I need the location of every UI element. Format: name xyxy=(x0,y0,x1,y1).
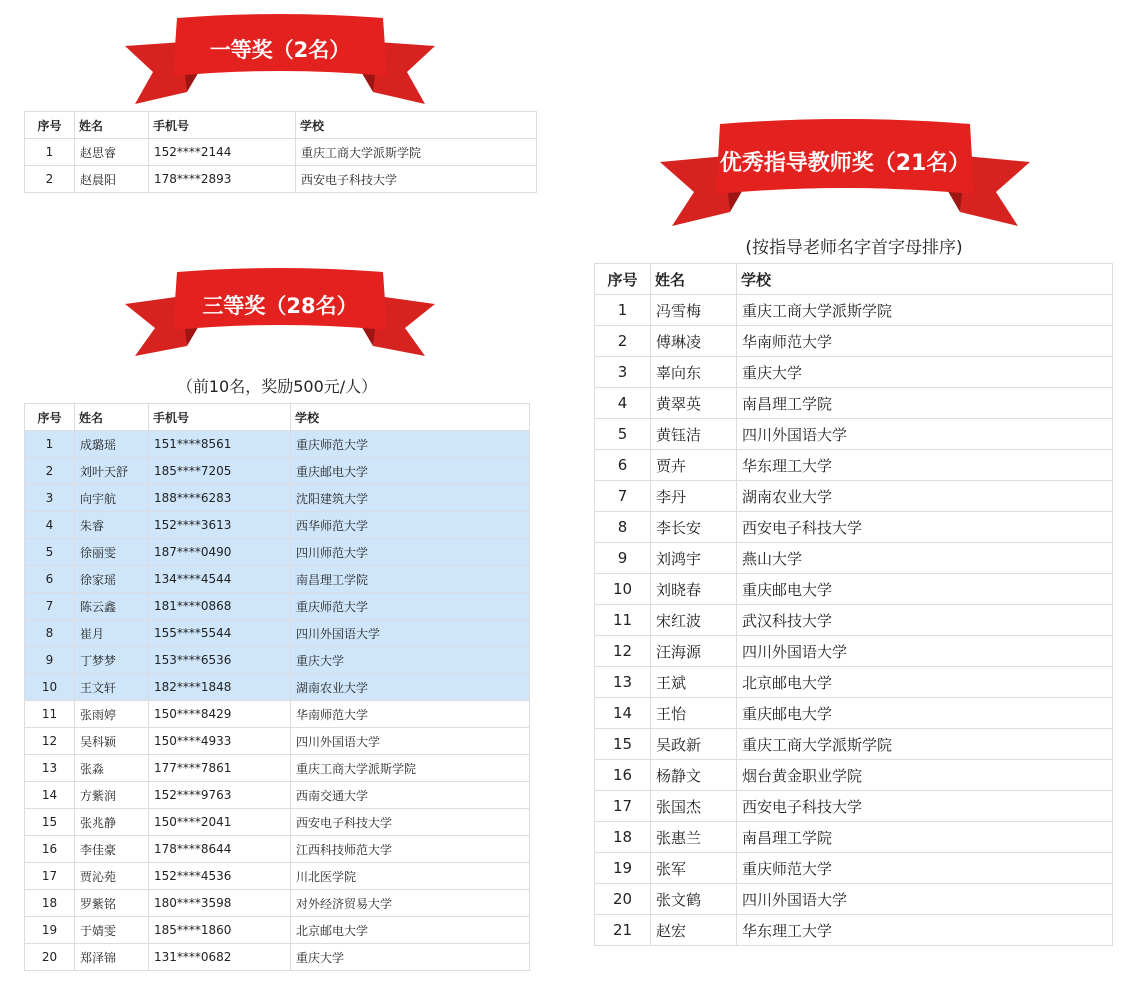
cell-phone: 153****6536 xyxy=(149,647,291,674)
table-row xyxy=(595,636,1113,667)
cell-school: 重庆师范大学 xyxy=(291,431,530,458)
cell-name: 陈云鑫 xyxy=(75,593,149,620)
cell-index: 20 xyxy=(25,944,75,971)
table-header-row xyxy=(595,264,1113,295)
cell-index: 16 xyxy=(25,836,75,863)
third-prize-subtitle: （前10名，奖励500元/人） xyxy=(176,377,378,396)
cell-phone: 152****9763 xyxy=(149,782,291,809)
table-row xyxy=(25,755,530,782)
cell-name: 杨静文 xyxy=(651,760,737,791)
cell-school: 川北医学院 xyxy=(291,863,530,890)
table-row xyxy=(25,139,537,166)
cell-name: 于婧雯 xyxy=(75,917,149,944)
table-row xyxy=(25,539,530,566)
cell-name: 刘晓春 xyxy=(651,574,737,605)
table-row xyxy=(25,863,530,890)
cell-name: 王文轩 xyxy=(75,674,149,701)
table-row xyxy=(595,295,1113,326)
cell-school: 重庆大学 xyxy=(291,647,530,674)
cell-school: 南昌理工学院 xyxy=(737,822,1113,853)
cell-name: 徐家瑶 xyxy=(75,566,149,593)
cell-school: 烟台黄金职业学院 xyxy=(737,760,1113,791)
cell-name: 黄翠英 xyxy=(651,388,737,419)
cell-school: 对外经济贸易大学 xyxy=(291,890,530,917)
cell-phone: 180****3598 xyxy=(149,890,291,917)
cell-name: 张兆静 xyxy=(75,809,149,836)
cell-phone: 182****1848 xyxy=(149,674,291,701)
first-prize-title: 一等奖（2名） xyxy=(209,38,351,62)
table-row xyxy=(595,543,1113,574)
table-row xyxy=(595,512,1113,543)
header-school: 学校 xyxy=(291,404,530,431)
table-row xyxy=(25,166,537,193)
table-row xyxy=(25,917,530,944)
cell-index: 17 xyxy=(25,863,75,890)
cell-phone: 150****4933 xyxy=(149,728,291,755)
cell-index: 12 xyxy=(25,728,75,755)
cell-phone: 185****1860 xyxy=(149,917,291,944)
cell-name: 刘鸿宇 xyxy=(651,543,737,574)
cell-school: 西安电子科技大学 xyxy=(296,166,537,193)
cell-school: 重庆邮电大学 xyxy=(737,698,1113,729)
table-row xyxy=(25,458,530,485)
cell-name: 赵晨阳 xyxy=(75,166,149,193)
cell-name: 崔月 xyxy=(75,620,149,647)
cell-index: 20 xyxy=(595,884,651,915)
cell-name: 郑泽锦 xyxy=(75,944,149,971)
cell-index: 8 xyxy=(595,512,651,543)
cell-school: 西南交通大学 xyxy=(291,782,530,809)
table-row xyxy=(595,729,1113,760)
table-row xyxy=(595,357,1113,388)
cell-index: 14 xyxy=(595,698,651,729)
cell-school: 江西科技师范大学 xyxy=(291,836,530,863)
cell-index: 19 xyxy=(595,853,651,884)
header-phone: 手机号 xyxy=(149,404,291,431)
table-row xyxy=(25,836,530,863)
cell-school: 西安电子科技大学 xyxy=(737,791,1113,822)
cell-name: 朱睿 xyxy=(75,512,149,539)
cell-index: 19 xyxy=(25,917,75,944)
cell-index: 11 xyxy=(25,701,75,728)
cell-school: 重庆师范大学 xyxy=(737,853,1113,884)
table-row xyxy=(595,791,1113,822)
cell-name: 宋红波 xyxy=(651,605,737,636)
cell-index: 2 xyxy=(25,458,75,485)
table-row xyxy=(595,605,1113,636)
cell-index: 10 xyxy=(25,674,75,701)
table-row xyxy=(595,760,1113,791)
header-name: 姓名 xyxy=(651,264,737,295)
table-row xyxy=(25,809,530,836)
cell-name: 向宇航 xyxy=(75,485,149,512)
table-row xyxy=(595,481,1113,512)
cell-phone: 188****6283 xyxy=(149,485,291,512)
cell-school: 四川师范大学 xyxy=(291,539,530,566)
cell-school: 重庆师范大学 xyxy=(291,593,530,620)
cell-index: 16 xyxy=(595,760,651,791)
table-row xyxy=(595,419,1113,450)
table-row xyxy=(595,667,1113,698)
table-row xyxy=(595,388,1113,419)
header-index: 序号 xyxy=(25,404,75,431)
cell-name: 贾卉 xyxy=(651,450,737,481)
cell-phone: 187****0490 xyxy=(149,539,291,566)
cell-school: 华东理工大学 xyxy=(737,450,1113,481)
cell-phone: 185****7205 xyxy=(149,458,291,485)
cell-index: 9 xyxy=(25,647,75,674)
teacher-award-subtitle: (按指导老师名字首字母排序) xyxy=(745,238,963,258)
cell-name: 方紫润 xyxy=(75,782,149,809)
cell-index: 7 xyxy=(595,481,651,512)
cell-index: 5 xyxy=(595,419,651,450)
cell-school: 华南师范大学 xyxy=(737,326,1113,357)
cell-phone: 178****8644 xyxy=(149,836,291,863)
cell-school: 燕山大学 xyxy=(737,543,1113,574)
table-row xyxy=(25,728,530,755)
cell-index: 3 xyxy=(25,485,75,512)
header-index: 序号 xyxy=(25,112,75,139)
cell-phone: 152****4536 xyxy=(149,863,291,890)
cell-name: 辜向东 xyxy=(651,357,737,388)
cell-school: 四川外国语大学 xyxy=(737,636,1113,667)
cell-name: 张军 xyxy=(651,853,737,884)
cell-name: 徐丽雯 xyxy=(75,539,149,566)
cell-index: 14 xyxy=(25,782,75,809)
table-row xyxy=(595,853,1113,884)
cell-name: 李长安 xyxy=(651,512,737,543)
first-prize-table xyxy=(24,111,537,193)
cell-name: 李丹 xyxy=(651,481,737,512)
cell-name: 汪海源 xyxy=(651,636,737,667)
cell-phone: 151****8561 xyxy=(149,431,291,458)
cell-school: 四川外国语大学 xyxy=(291,620,530,647)
table-row xyxy=(25,647,530,674)
cell-school: 南昌理工学院 xyxy=(291,566,530,593)
table-row xyxy=(595,915,1113,946)
cell-phone: 134****4544 xyxy=(149,566,291,593)
cell-school: 重庆大学 xyxy=(737,357,1113,388)
cell-school: 华东理工大学 xyxy=(737,915,1113,946)
cell-school: 重庆邮电大学 xyxy=(291,458,530,485)
cell-name: 王怡 xyxy=(651,698,737,729)
table-row xyxy=(25,512,530,539)
cell-name: 黄钰洁 xyxy=(651,419,737,450)
cell-index: 13 xyxy=(25,755,75,782)
cell-school: 四川外国语大学 xyxy=(737,884,1113,915)
table-row xyxy=(595,698,1113,729)
cell-index: 3 xyxy=(595,357,651,388)
third-prize-table xyxy=(24,403,530,971)
teacher-award-title: 优秀指导教师奖（21名） xyxy=(719,151,971,176)
cell-index: 8 xyxy=(25,620,75,647)
cell-school: 北京邮电大学 xyxy=(737,667,1113,698)
table-row xyxy=(25,944,530,971)
table-row xyxy=(595,822,1113,853)
cell-phone: 178****2893 xyxy=(149,166,296,193)
cell-name: 吴政新 xyxy=(651,729,737,760)
cell-index: 12 xyxy=(595,636,651,667)
table-row xyxy=(25,890,530,917)
table-row xyxy=(25,485,530,512)
cell-index: 6 xyxy=(25,566,75,593)
cell-index: 10 xyxy=(595,574,651,605)
cell-index: 11 xyxy=(595,605,651,636)
cell-name: 刘叶天舒 xyxy=(75,458,149,485)
cell-index: 15 xyxy=(25,809,75,836)
table-row xyxy=(595,326,1113,357)
header-school: 学校 xyxy=(737,264,1113,295)
cell-phone: 152****3613 xyxy=(149,512,291,539)
cell-school: 重庆工商大学派斯学院 xyxy=(737,295,1113,326)
cell-name: 王斌 xyxy=(651,667,737,698)
cell-name: 贾沁苑 xyxy=(75,863,149,890)
cell-name: 罗紫铭 xyxy=(75,890,149,917)
teacher-award-banner xyxy=(660,116,1030,226)
cell-school: 重庆邮电大学 xyxy=(737,574,1113,605)
cell-index: 18 xyxy=(25,890,75,917)
cell-phone: 155****5544 xyxy=(149,620,291,647)
cell-phone: 181****0868 xyxy=(149,593,291,620)
cell-school: 湖南农业大学 xyxy=(291,674,530,701)
cell-index: 1 xyxy=(25,431,75,458)
cell-index: 13 xyxy=(595,667,651,698)
cell-phone: 177****7861 xyxy=(149,755,291,782)
table-row xyxy=(25,566,530,593)
cell-school: 重庆工商大学派斯学院 xyxy=(291,755,530,782)
cell-school: 武汉科技大学 xyxy=(737,605,1113,636)
cell-name: 赵宏 xyxy=(651,915,737,946)
cell-index: 4 xyxy=(595,388,651,419)
third-prize-banner xyxy=(125,266,435,356)
cell-school: 西安电子科技大学 xyxy=(291,809,530,836)
cell-index: 1 xyxy=(595,295,651,326)
cell-school: 西安电子科技大学 xyxy=(737,512,1113,543)
table-row xyxy=(595,884,1113,915)
cell-school: 四川外国语大学 xyxy=(737,419,1113,450)
cell-index: 15 xyxy=(595,729,651,760)
cell-index: 9 xyxy=(595,543,651,574)
table-row xyxy=(25,782,530,809)
cell-index: 18 xyxy=(595,822,651,853)
header-school: 学校 xyxy=(296,112,537,139)
header-name: 姓名 xyxy=(75,112,149,139)
cell-school: 重庆工商大学派斯学院 xyxy=(737,729,1113,760)
cell-name: 张雨婷 xyxy=(75,701,149,728)
cell-name: 吴科颖 xyxy=(75,728,149,755)
table-row xyxy=(595,574,1113,605)
header-phone: 手机号 xyxy=(149,112,296,139)
header-index: 序号 xyxy=(595,264,651,295)
table-row xyxy=(25,674,530,701)
cell-name: 张文鹤 xyxy=(651,884,737,915)
table-row xyxy=(25,701,530,728)
cell-index: 7 xyxy=(25,593,75,620)
cell-index: 2 xyxy=(25,166,75,193)
cell-school: 重庆大学 xyxy=(291,944,530,971)
cell-name: 冯雪梅 xyxy=(651,295,737,326)
cell-phone: 152****2144 xyxy=(149,139,296,166)
cell-name: 张淼 xyxy=(75,755,149,782)
cell-name: 张惠兰 xyxy=(651,822,737,853)
cell-school: 西华师范大学 xyxy=(291,512,530,539)
cell-index: 6 xyxy=(595,450,651,481)
cell-index: 17 xyxy=(595,791,651,822)
header-name: 姓名 xyxy=(75,404,149,431)
cell-school: 华南师范大学 xyxy=(291,701,530,728)
cell-school: 四川外国语大学 xyxy=(291,728,530,755)
cell-name: 成璐瑶 xyxy=(75,431,149,458)
table-row xyxy=(595,450,1113,481)
table-row xyxy=(25,593,530,620)
cell-name: 傅琳凌 xyxy=(651,326,737,357)
table-header-row xyxy=(25,404,530,431)
cell-index: 2 xyxy=(595,326,651,357)
cell-name: 丁梦梦 xyxy=(75,647,149,674)
cell-school: 湖南农业大学 xyxy=(737,481,1113,512)
cell-index: 5 xyxy=(25,539,75,566)
table-row xyxy=(25,620,530,647)
cell-phone: 150****2041 xyxy=(149,809,291,836)
cell-school: 重庆工商大学派斯学院 xyxy=(296,139,537,166)
cell-school: 南昌理工学院 xyxy=(737,388,1113,419)
cell-phone: 150****8429 xyxy=(149,701,291,728)
cell-name: 张国杰 xyxy=(651,791,737,822)
table-header-row xyxy=(25,112,537,139)
cell-name: 李佳豪 xyxy=(75,836,149,863)
third-prize-title: 三等奖（28名） xyxy=(202,294,358,318)
cell-phone: 131****0682 xyxy=(149,944,291,971)
cell-index: 1 xyxy=(25,139,75,166)
teacher-award-table xyxy=(594,263,1113,946)
cell-name: 赵思睿 xyxy=(75,139,149,166)
table-row xyxy=(25,431,530,458)
first-prize-banner xyxy=(125,14,435,104)
cell-index: 21 xyxy=(595,915,651,946)
cell-school: 北京邮电大学 xyxy=(291,917,530,944)
cell-index: 4 xyxy=(25,512,75,539)
cell-school: 沈阳建筑大学 xyxy=(291,485,530,512)
